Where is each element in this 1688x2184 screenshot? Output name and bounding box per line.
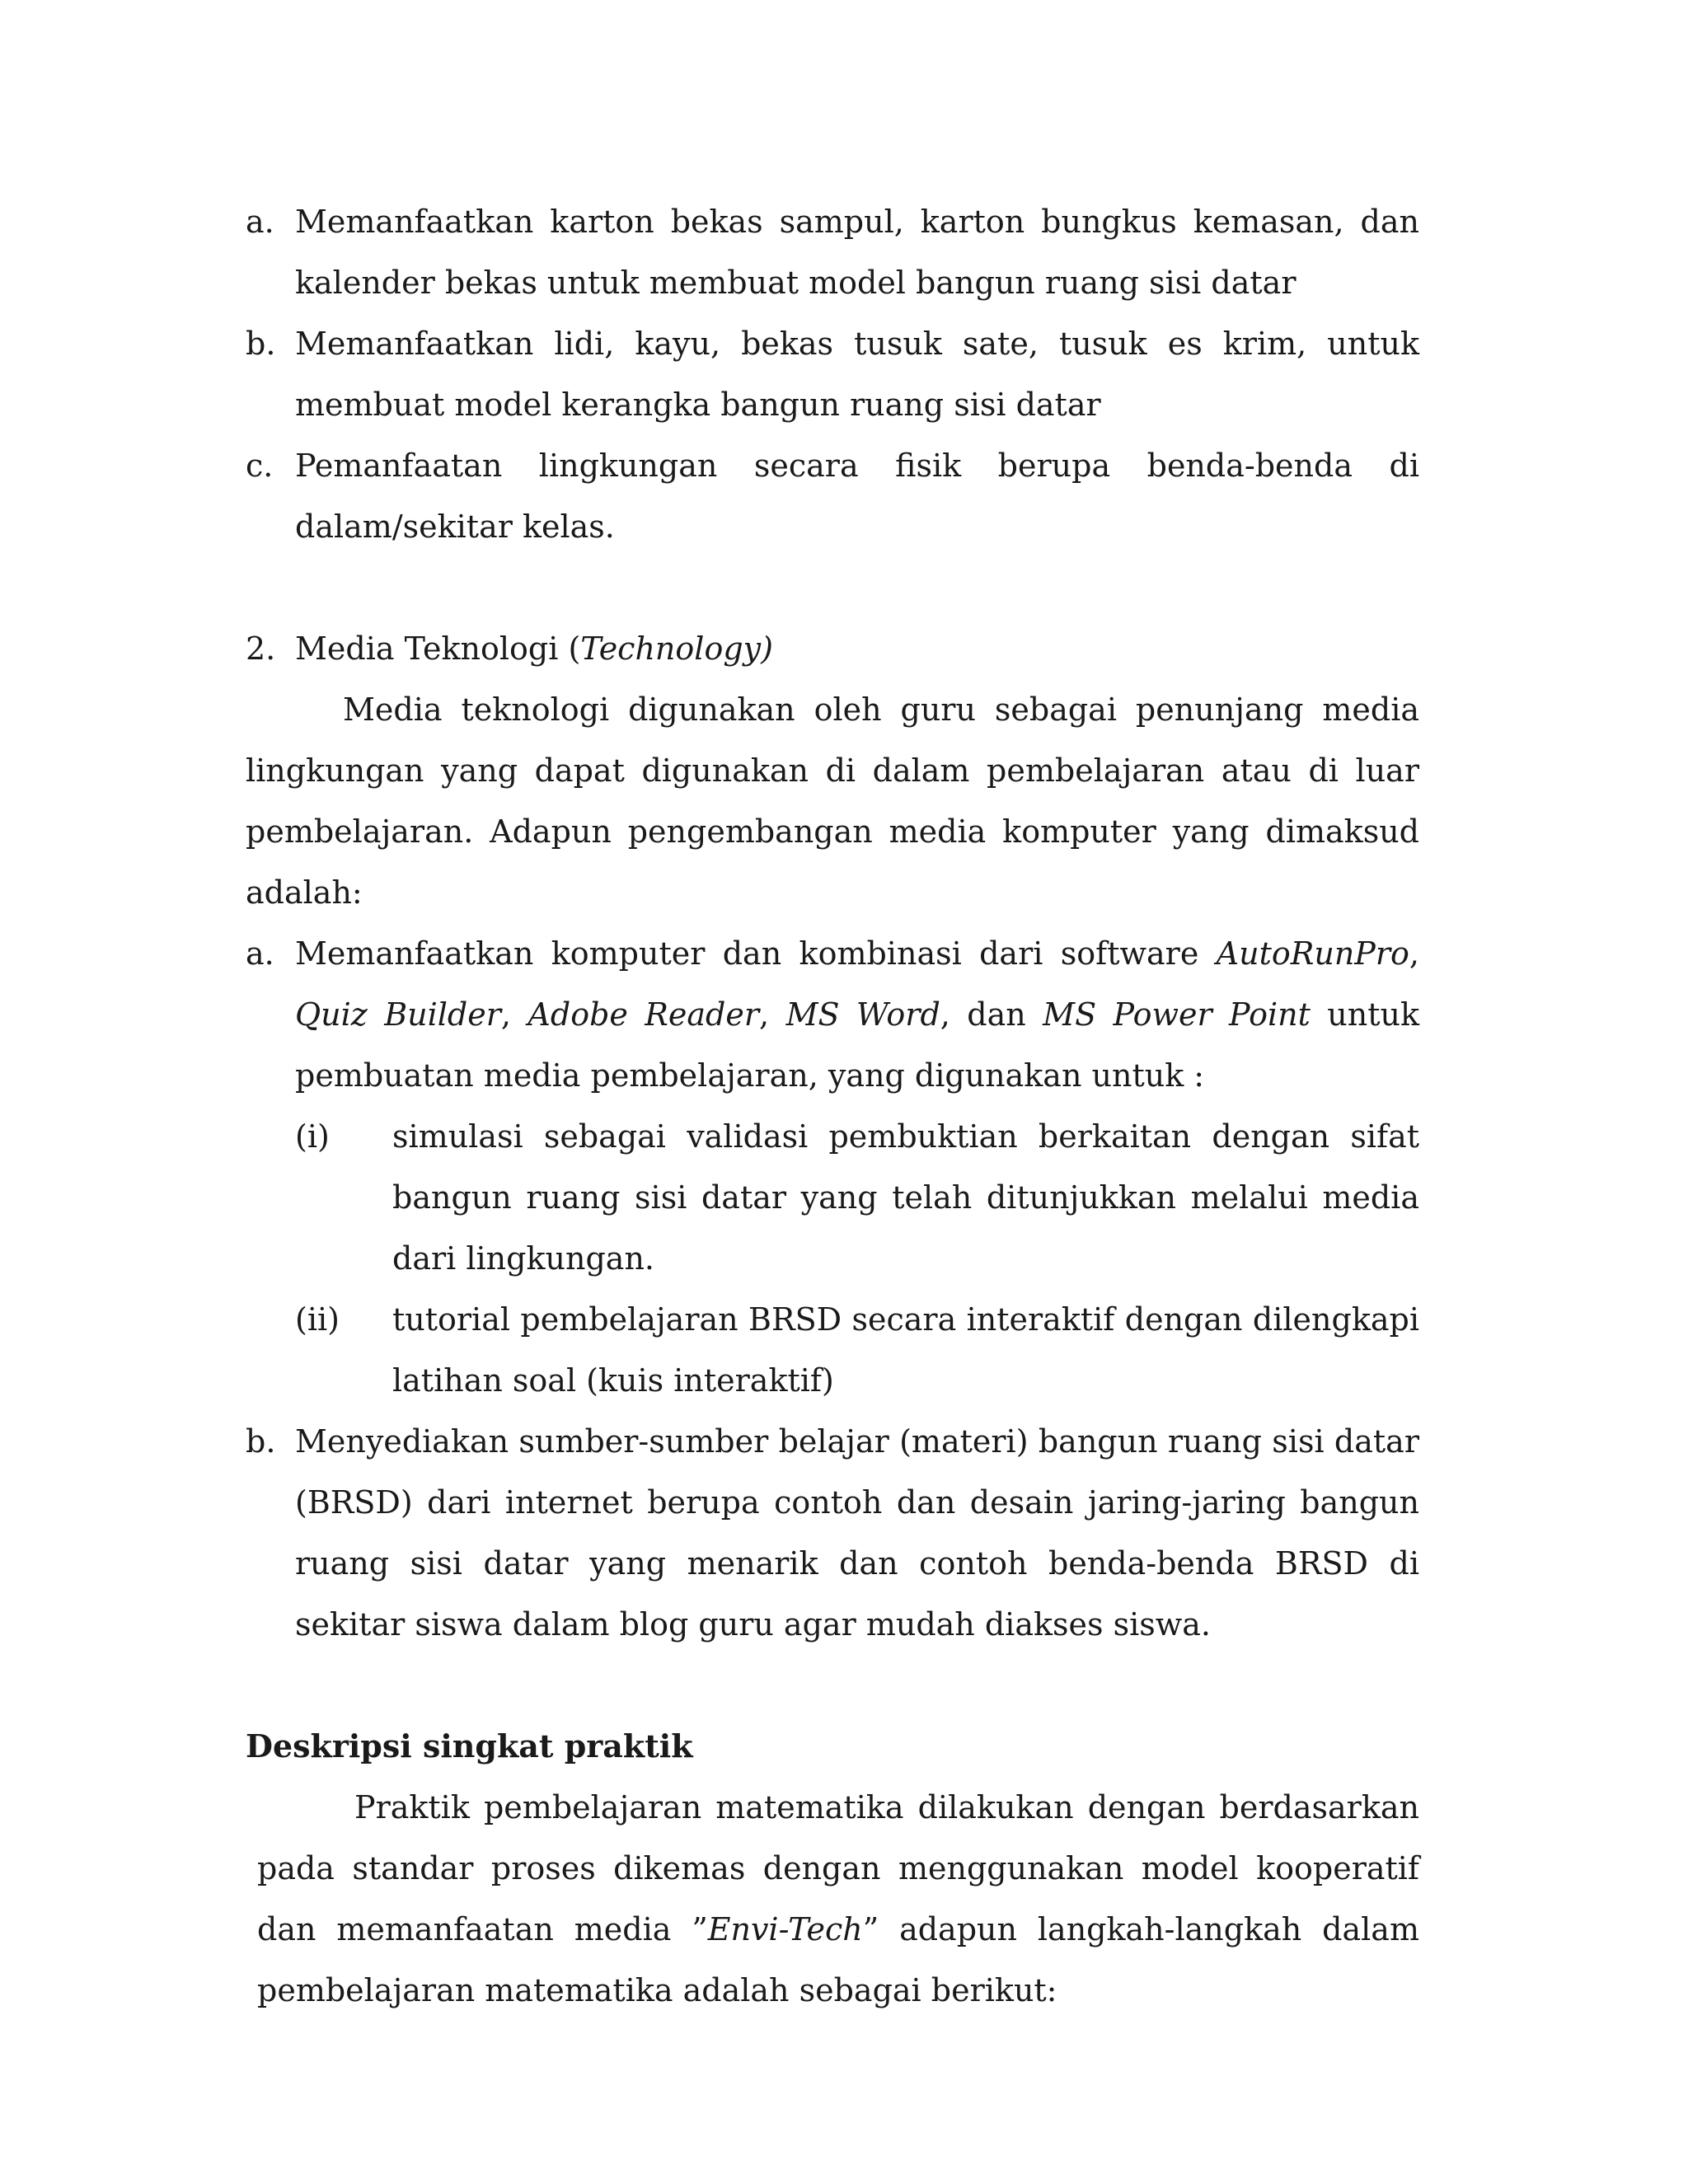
software-name: AutoRunPro [1216, 935, 1409, 972]
list-item-tech-a [246, 923, 1419, 1106]
list-text: Memanfaatkan lidi, kayu, bekas tusuk sate, tusuk es krim, untuk membuat model kerangka bangun ruang sisi datar [295, 326, 1419, 423]
text-run: , [759, 996, 786, 1033]
list-item-a [246, 191, 1419, 313]
list-label: b. [246, 1423, 276, 1460]
sub-text: simulasi sebagai validasi pembuktian berkaitan dengan sifat bangun ruang sisi datar yang telah ditunjukkan melalui media dari lingkungan. [392, 1118, 1419, 1277]
list-label: a. [246, 935, 274, 972]
sub-label: (i) [295, 1118, 330, 1155]
deskripsi-heading: Deskripsi singkat praktik [246, 1727, 693, 1765]
section-title-italic: Technology) [580, 630, 773, 667]
list-text: Menyediakan sumber-sumber belajar (materi) bangun ruang sisi datar (BRSD) dari internet berupa contoh dan desain jaring-jaring bangun ruang sisi datar yang menarik dan contoh benda-benda BRSD di sekitar siswa dalam blog guru agar mudah diakses siswa. [295, 1423, 1419, 1643]
spacer [246, 1655, 1419, 1716]
list-label: c. [246, 448, 274, 484]
list-item-b [246, 313, 1419, 435]
list-text: Memanfaatkan karton bekas sampul, karton bungkus kemasan, dan kalender bekas untuk membuat model bangun ruang sisi datar [295, 204, 1419, 301]
software-name: MS Power Point [1043, 996, 1311, 1033]
section-heading-media-teknologi [246, 618, 1419, 679]
document-page [246, 191, 1419, 2021]
text-run: , [500, 996, 528, 1033]
section-title: Media Teknologi ( [295, 630, 581, 667]
text-run: , [1409, 935, 1419, 972]
list-item-c [246, 435, 1419, 557]
list-label: a. [246, 204, 274, 240]
software-name: Adobe Reader [528, 996, 760, 1033]
text-run: ” adapun langkah-langkah dalam pembelajaran matematika adalah sebagai berikut: [257, 1911, 1419, 2008]
sub-label: (ii) [295, 1301, 340, 1338]
software-name: Quiz Builder [295, 996, 501, 1033]
deskripsi-paragraph [246, 1777, 1419, 2021]
list-label: b. [246, 326, 276, 362]
sub-item-i [246, 1106, 1419, 1289]
sub-item-ii [246, 1289, 1419, 1411]
text-run: Praktik pembelajaran matematika dilakukan dengan berdasarkan pada standar proses dikemas dengan menggunakan model kooperatif dan memanfaatan media ” [257, 1789, 1419, 1947]
text-run: Memanfaatkan komputer dan kombinasi dari software [295, 935, 1217, 972]
intro-paragraph: Media teknologi digunakan oleh guru sebagai penunjang media lingkungan yang dapat digunakan di dalam pembelajaran atau di luar pembelajaran. Adapun pengembangan media komputer yang dimaksud adalah: [246, 691, 1419, 911]
software-name: MS Word [785, 996, 940, 1033]
sub-text: tutorial pembelajaran BRSD secara interaktif dengan dilengkapi latihan soal (kuis interaktif) [392, 1301, 1419, 1399]
text-run: untuk pembuatan media pembelajaran, yang digunakan untuk : [295, 996, 1419, 1094]
section-number: 2. [246, 630, 276, 667]
media-name: Envi-Tech [707, 1911, 863, 1947]
text-run: , dan [940, 996, 1043, 1033]
list-item-tech-b [246, 1411, 1419, 1655]
list-text: Pemanfaatan lingkungan secara fisik berupa benda-benda di dalam/sekitar kelas. [295, 448, 1419, 545]
spacer [246, 557, 1419, 618]
